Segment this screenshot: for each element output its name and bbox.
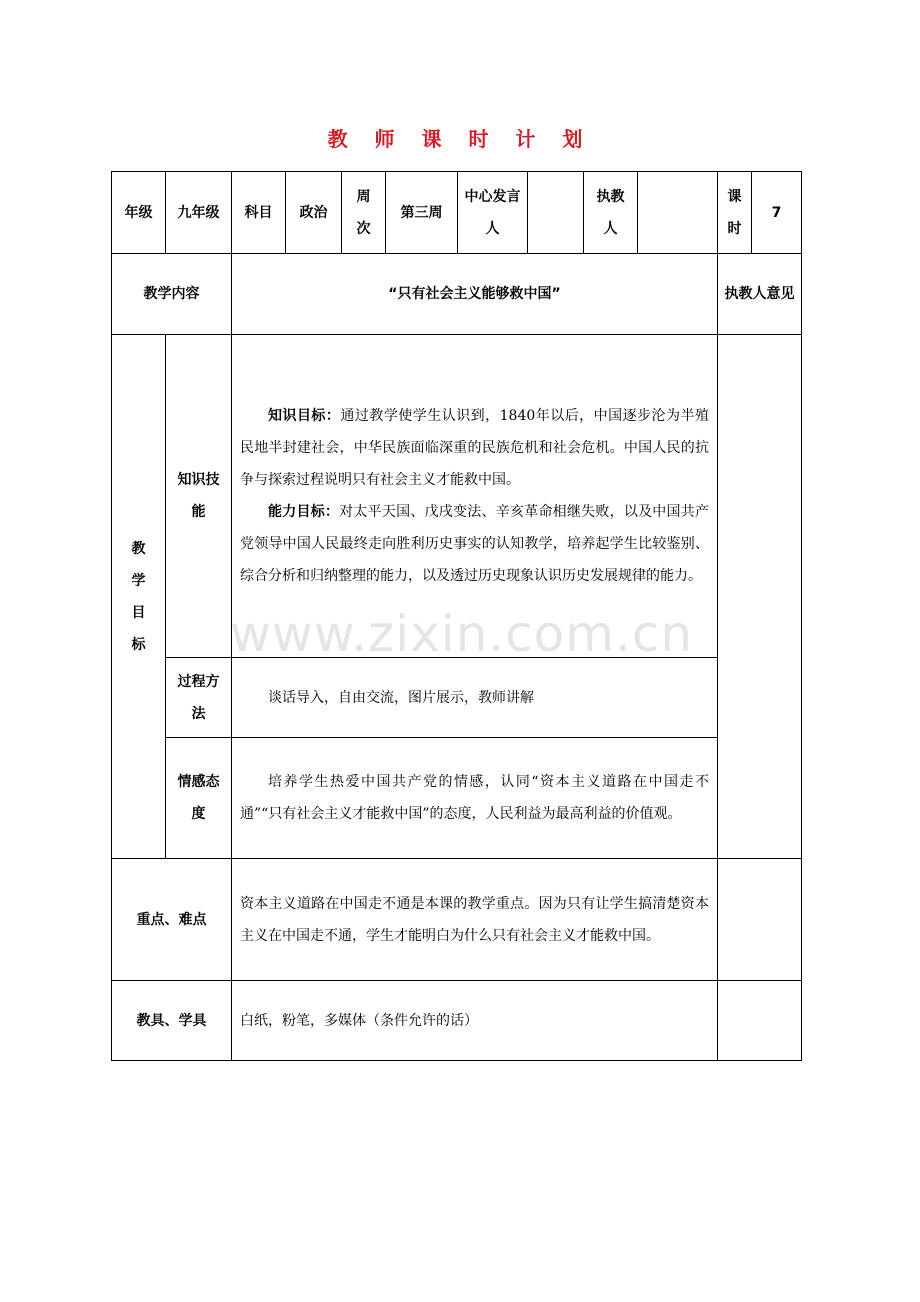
tools-label: 教具、学具 [112, 981, 232, 1061]
emotion-cell [232, 738, 718, 859]
key-points-label: 重点、难点 [112, 859, 232, 981]
ability-goal-label: 能力目标： [268, 504, 340, 520]
content-value: “只有社会主义能够救中国” [232, 254, 718, 335]
content-row [112, 254, 802, 335]
page-title: 教 师 课 时 计 划 [327, 127, 593, 151]
key-points-opinion-cell [718, 859, 802, 981]
process-row [112, 658, 802, 738]
process-text: 谈话导入，自由交流，图片展示，教师讲解 [268, 689, 534, 706]
teacher-label: 执教人 [584, 172, 638, 254]
key-points-text: 资本主义道路在中国走不通是本课的教学重点。因为只有让学生搞清楚资本主义在中国走不通，学生才能明白为什么只有社会主义才能救中国。 [240, 895, 709, 944]
header-row [112, 172, 802, 254]
emotion-text: 培养学生热爱中国共产党的情感，认同“资本主义道路在中国走不通”“只有社会主义才能救中国”的态度，人民利益为最高利益的价值观。 [240, 774, 709, 822]
tools-opinion-cell [718, 981, 802, 1061]
subject-value: 政治 [286, 172, 342, 254]
knowledge-label: 知识技能 [166, 335, 232, 658]
tools-text: 白纸，粉笔，多媒体（条件允许的话） [240, 1012, 478, 1029]
subject-label: 科目 [232, 172, 286, 254]
watermark: www.zixin.com.cn [230, 605, 694, 663]
period-value: 7 [752, 172, 802, 254]
process-cell [232, 658, 718, 738]
emotion-label: 情感态度 [166, 738, 232, 859]
goals-label: 教学目标 [112, 335, 166, 859]
grade-label: 年级 [112, 172, 166, 254]
process-label: 过程方法 [166, 658, 232, 738]
tools-row [112, 981, 802, 1061]
speaker-label: 中心发言人 [458, 172, 528, 254]
content-label: 教学内容 [112, 254, 232, 335]
knowledge-goal-label: 知识目标： [268, 408, 341, 424]
knowledge-goal-text: 通过教学使学生认识到，1840年以后，中国逐步沦为半殖民地半封建社会，中华民族面临深重的民族危机和社会危机。中国人民的抗争与探索过程说明只有社会主义才能救中国。 [240, 408, 709, 488]
period-label: 课时 [718, 172, 752, 254]
ability-goal-text: 对太平天国、戊戌变法、辛亥革命相继失败，以及中国共产党领导中国人民最终走向胜利历史事实的认知教学，培养起学生比较鉴别、综合分析和归纳整理的能力，以及透过历史现象认识历史发展规律的能力。 [240, 504, 710, 584]
knowledge-row [112, 335, 802, 658]
teacher-value [638, 172, 718, 254]
emotion-row [112, 738, 802, 859]
speaker-value [528, 172, 584, 254]
key-points-cell [232, 859, 718, 981]
grade-value: 九年级 [166, 172, 232, 254]
tools-cell [232, 981, 718, 1061]
key-points-row [112, 859, 802, 981]
week-label: 周次 [342, 172, 386, 254]
week-value: 第三周 [386, 172, 458, 254]
lesson-plan-table [111, 171, 802, 1061]
goals-opinion-cell [718, 335, 802, 859]
opinion-label: 执教人意见 [718, 254, 802, 335]
knowledge-cell [232, 335, 718, 658]
